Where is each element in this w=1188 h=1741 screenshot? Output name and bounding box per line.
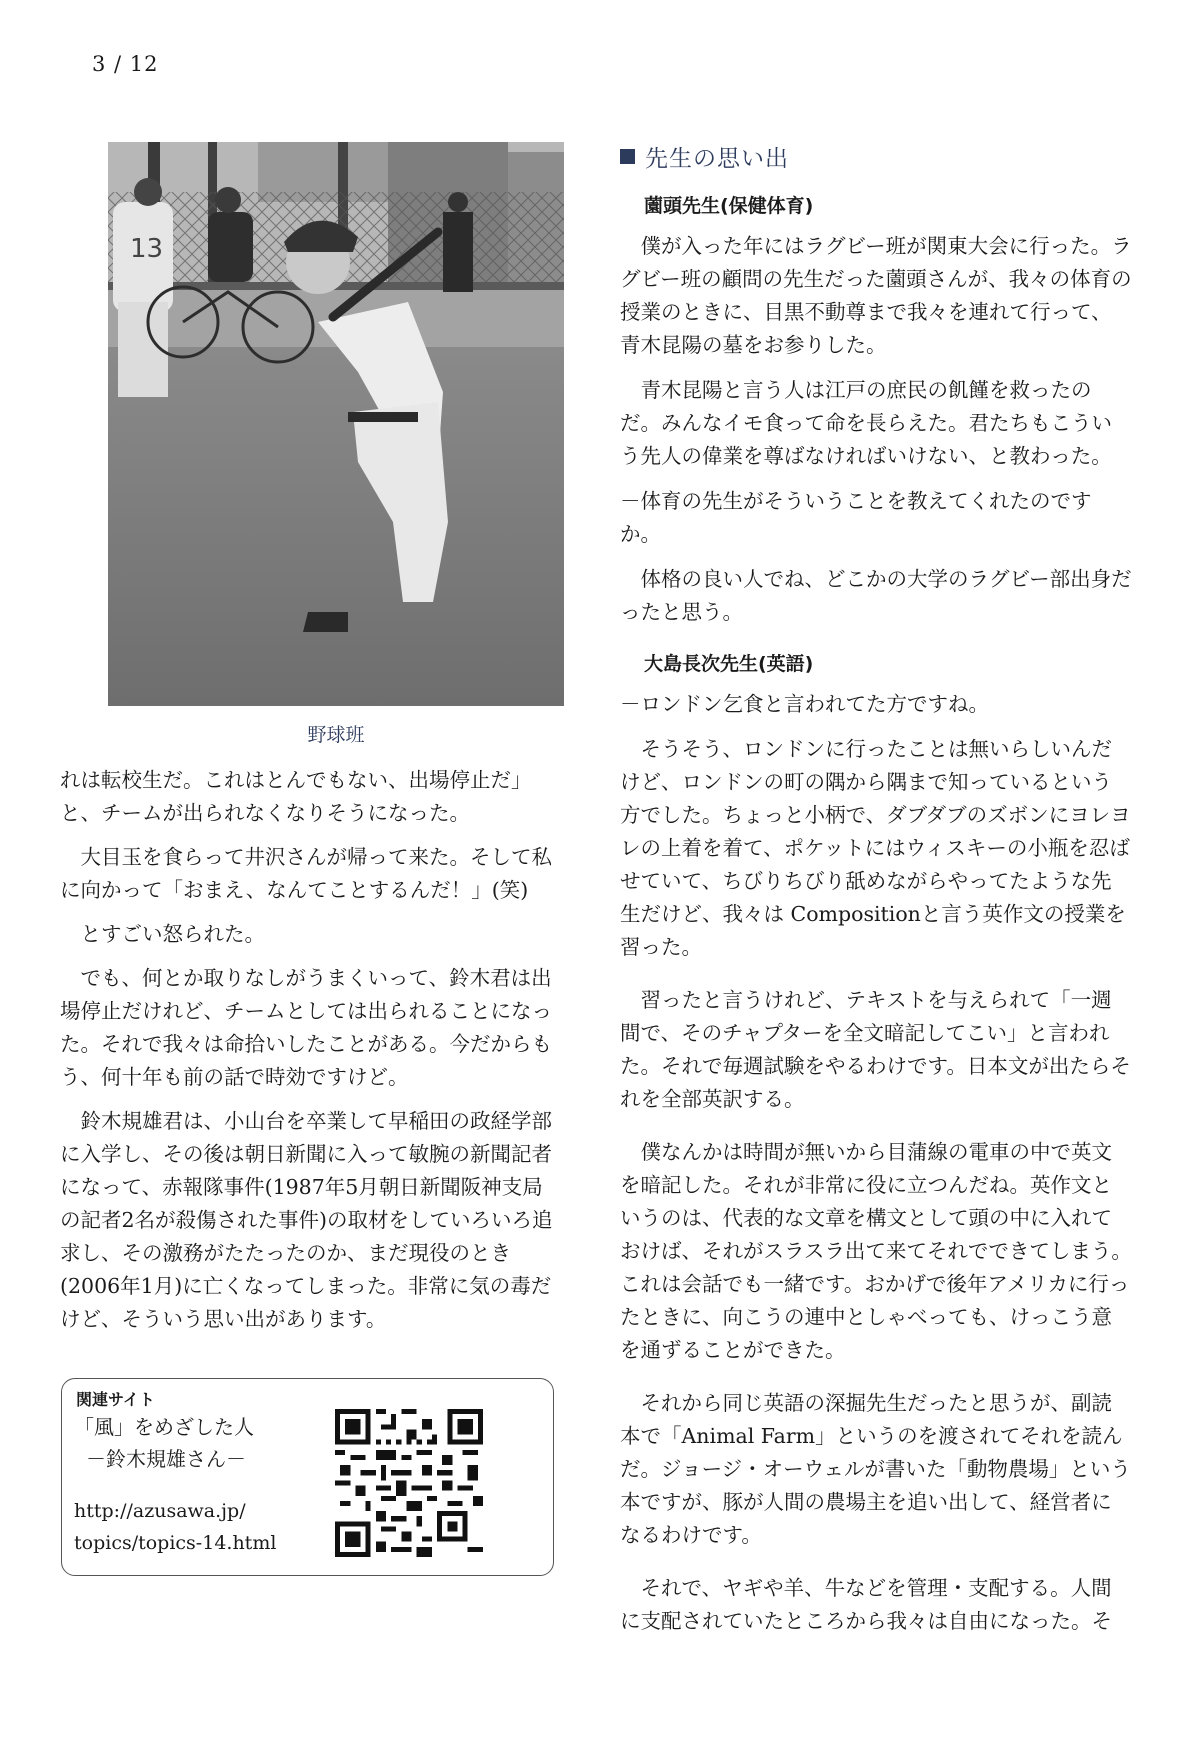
url-line: http://azusawa.jp/ bbox=[74, 1500, 246, 1522]
left-paragraph: でも、何とか取りなしがうまくいって、鈴木君は出場停止だけれど、チームとしては出られることになった。それで我々は命拾いしたことがある。今だからもう、何十年も前の話で時効ですけど。 bbox=[60, 966, 552, 1089]
photo-caption: 野球班 bbox=[307, 724, 365, 746]
section-heading bbox=[620, 140, 1132, 173]
related-site-label: 関連サイト bbox=[76, 1390, 155, 1409]
body-paragraph: それで、ヤギや羊、牛などを管理・支配する。人間に支配されていたところから我々は自由になった。そ bbox=[620, 1576, 1112, 1633]
related-site-url[interactable] bbox=[74, 1495, 276, 1559]
body-paragraph: 青木昆陽と言う人は江戸の庶民の飢饉を救ったのだ。みんなイモ食って命を長らえた。君たちもこういう先人の偉業を尊ばなければいけない、と教わった。 bbox=[620, 378, 1112, 468]
square-bullet-icon bbox=[620, 149, 635, 164]
svg-text:13: 13 bbox=[130, 234, 164, 264]
body-paragraph: 僕なんかは時間が無いから目蒲線の電車の中で英文を暗記した。それが非常に役に立つんだね。英作文というのは、代表的な文章を構文として頭の中に入れておけば、それがスラスラ出て来てそれでできてしまう。これは会話でも一緒です。おかげで後年アメリカに行ったときに、向こうの連中としゃべっても、けっこう意を通ずることができた。 bbox=[620, 1140, 1132, 1362]
body-paragraph: そうそう、ロンドンに行ったことは無いらしいんだけど、ロンドンの町の隅から隅まで知っているという方でした。ちょっと小柄で、ダブダブのズボンにヨレヨレの上着を着て、ポケットにはウィスキーの小瓶を忍ばせていて、ちびりちびり舐めながらやってたような先生だけど、我々は Compositionと言う英作文の授業を習った。 bbox=[620, 737, 1131, 959]
teacher-heading: 大島長次先生(英語) bbox=[644, 653, 814, 675]
baseball-photo bbox=[108, 142, 564, 706]
left-paragraph: とすごい怒られた。 bbox=[80, 922, 265, 946]
url-line: topics/topics-14.html bbox=[74, 1532, 277, 1554]
left-paragraph: れは転校生だ。これはとんでもない、出場停止だ」と、チームが出られなくなりそうになった。 bbox=[60, 768, 532, 825]
right-column bbox=[620, 140, 1132, 1650]
related-site-title bbox=[74, 1411, 254, 1475]
related-title-line: －鈴木規雄さん－ bbox=[86, 1447, 246, 1471]
left-paragraph: 鈴木規雄君は、小山台を卒業して早稲田の政経学部に入学し、その後は朝日新聞に入って敏腕の新聞記者になって、赤報隊事件(1987年5月朝日新聞阪神支局の記者2名が殺傷された事件)の取材をしていろいろ追求し、その激務がたたったのか、まだ現役のとき(2006年1月)に亡くなってしまった。非常に気の毒だけど、そういう思い出があります。 bbox=[60, 1109, 553, 1331]
section-heading-text: 先生の思い出 bbox=[645, 146, 789, 172]
left-column bbox=[60, 764, 560, 1347]
qr-code-icon bbox=[335, 1409, 483, 1557]
related-title-line: 「風」をめざした人 bbox=[74, 1415, 254, 1439]
page-number: 3 / 12 bbox=[92, 52, 159, 76]
interview-question: －体育の先生がそういうことを教えてくれたのですか。 bbox=[620, 489, 1092, 546]
interview-question: －ロンドン乞食と言われてた方ですね。 bbox=[620, 692, 989, 716]
body-paragraph: 体格の良い人でね、どこかの大学のラグビー部出身だったと思う。 bbox=[620, 567, 1132, 624]
left-paragraph: 大目玉を食らって井沢さんが帰って来た。そして私に向かって「おまえ、なんてことするんだ！」(笑) bbox=[60, 845, 552, 902]
body-paragraph: 僕が入った年にはラグビー班が関東大会に行った。ラグビー班の顧問の先生だった薗頭さんが、我々の体育の授業のときに、目黒不動尊まで我々を連れて行って、青木昆陽の墓をお参りした。 bbox=[620, 234, 1132, 357]
related-site-box bbox=[61, 1378, 554, 1576]
body-paragraph: 習ったと言うけれど、テキストを与えられて「一週間で、そのチャプターを全文暗記してこい」と言われた。それで毎週試験をやるわけです。日本文が出たらそれを全部英訳する。 bbox=[620, 988, 1131, 1111]
body-paragraph: それから同じ英語の深掘先生だったと思うが、副読本で「Animal Farm」というのを渡されてそれを読んだ。ジョージ・オーウェルが書いた「動物農場」という本ですが、豚が人間の農場主を追い出して、経営者になるわけです。 bbox=[620, 1391, 1131, 1547]
teacher-heading: 薗頭先生(保健体育) bbox=[644, 195, 814, 217]
